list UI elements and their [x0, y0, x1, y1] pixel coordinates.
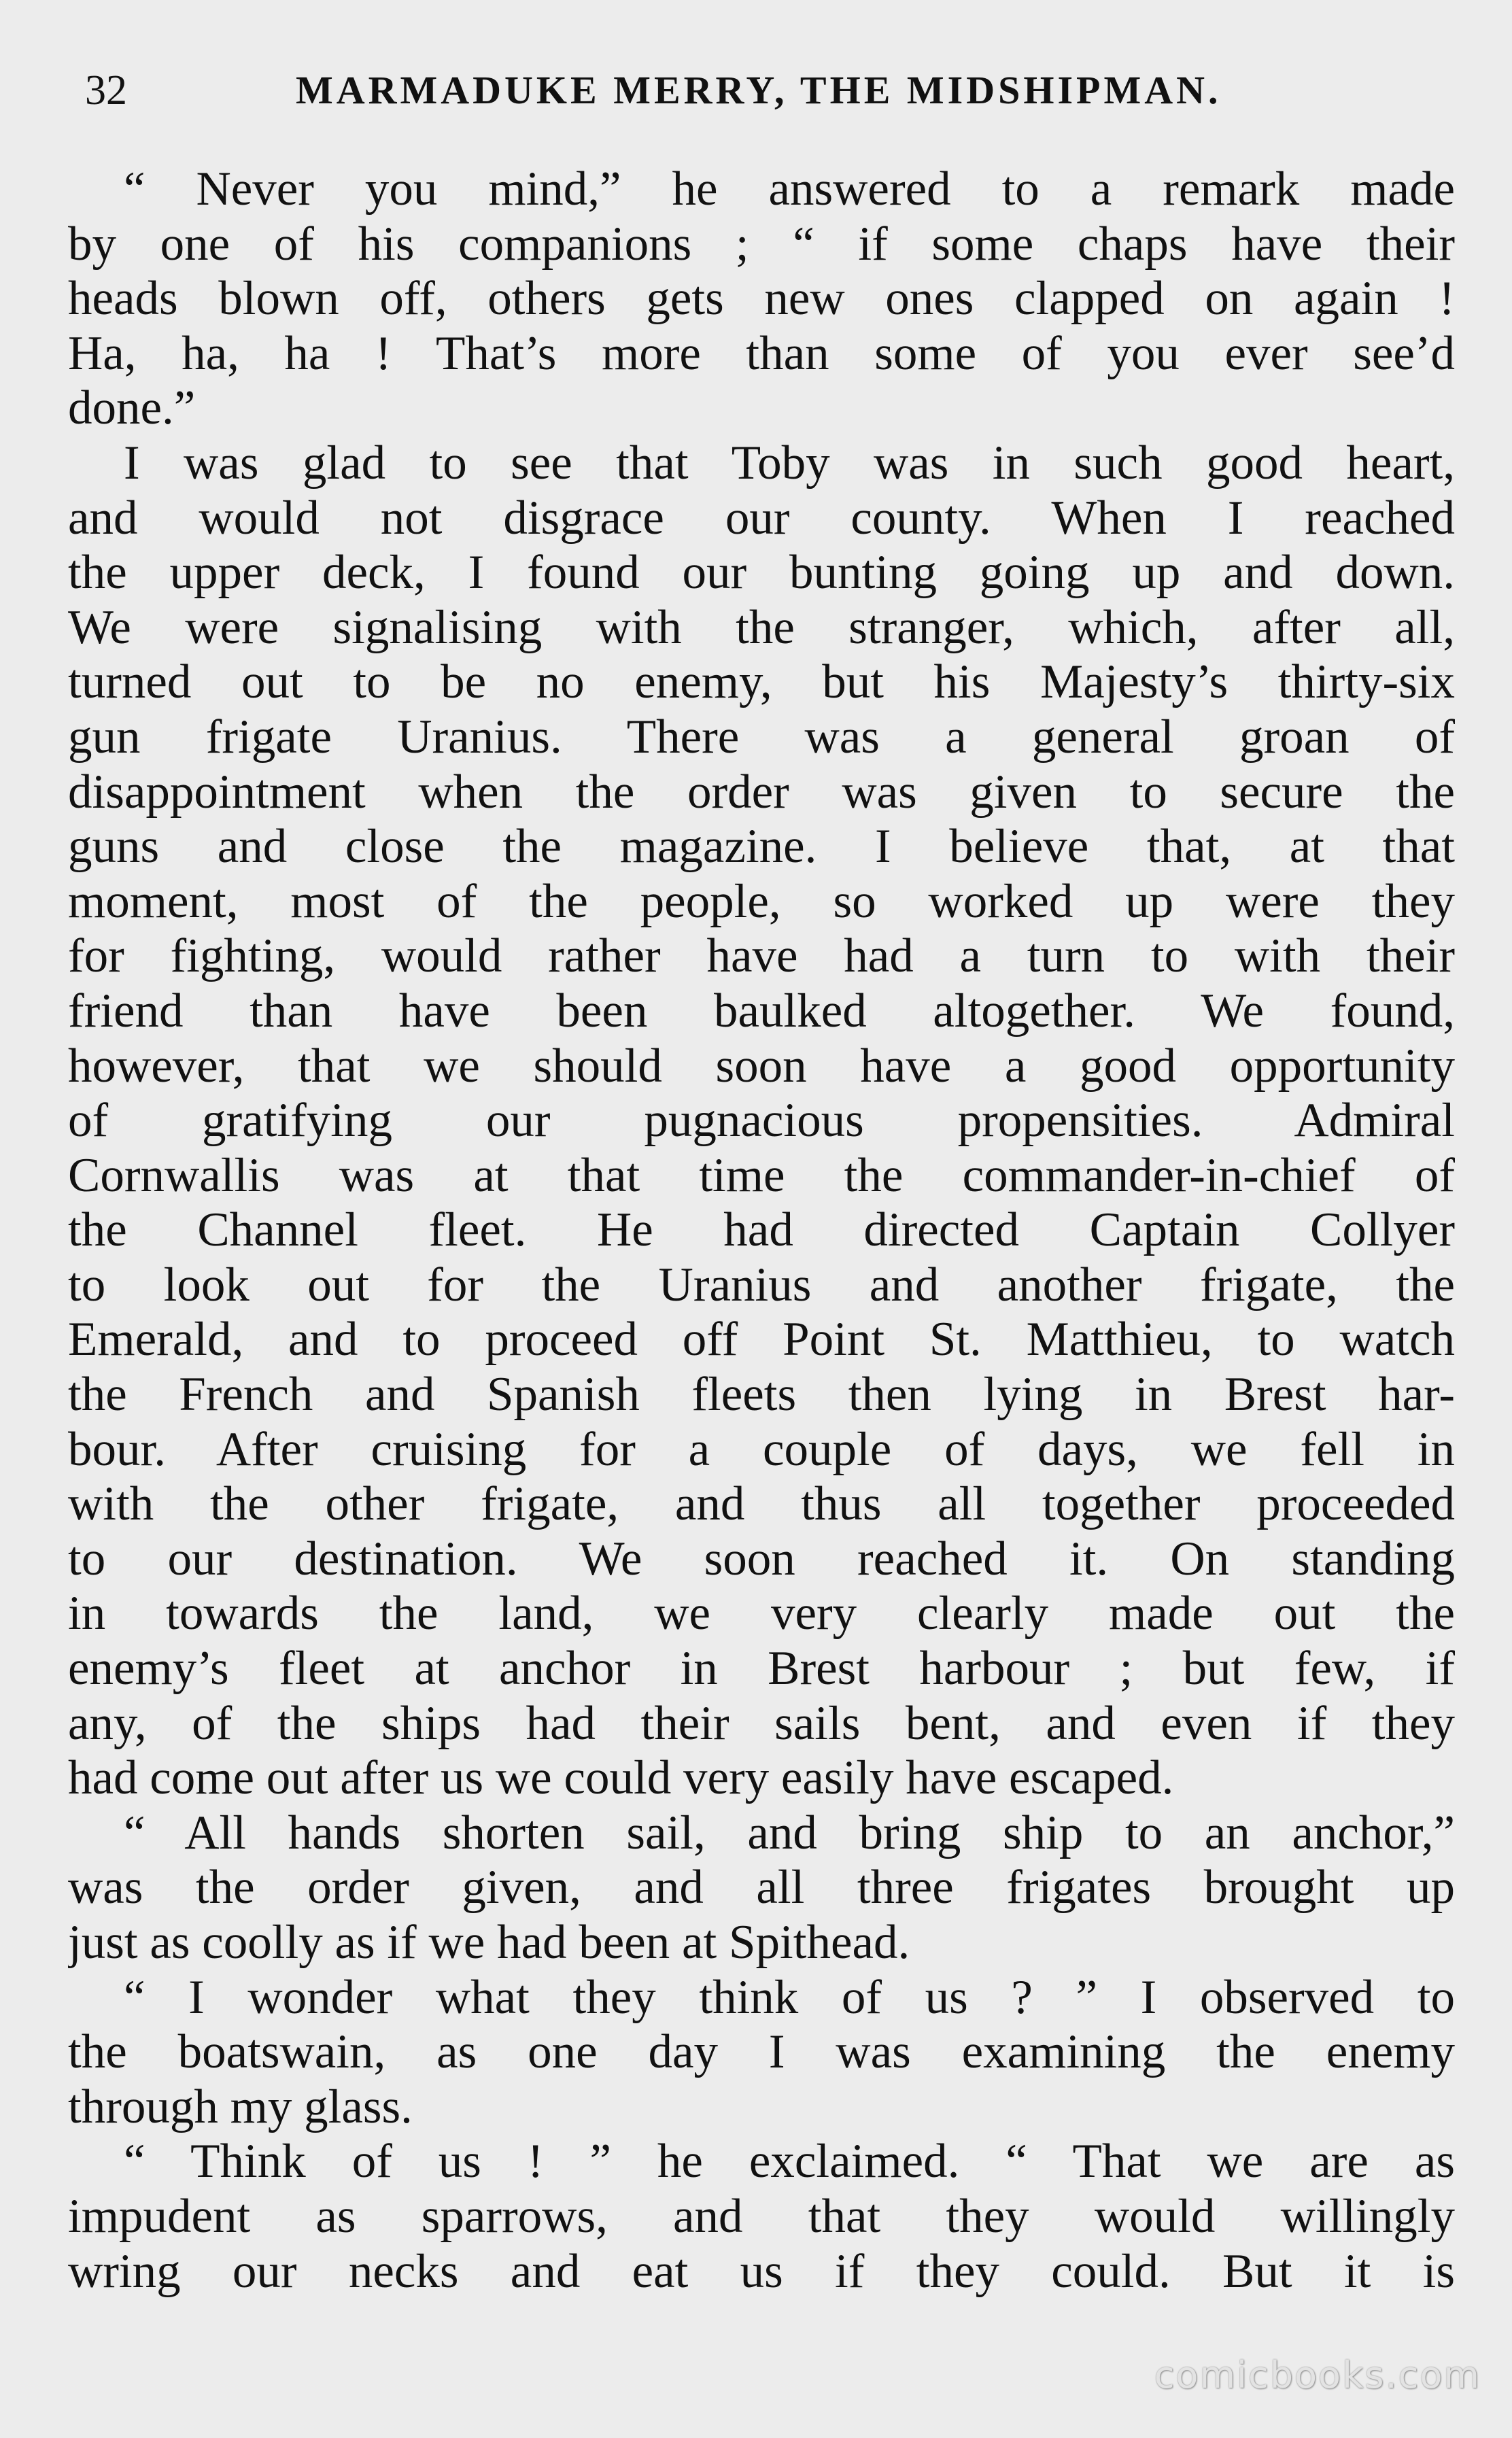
running-title: MARMADUKE MERRY, THE MIDSHIPMAN.: [296, 68, 1222, 112]
text-line: friend than have been baulked altogether. We found,: [68, 984, 1455, 1037]
text-line: and would not disgrace our county. When I reached: [68, 491, 1455, 545]
text-line: enemy’s fleet at anchor in Brest harbour ; but few, if: [68, 1642, 1455, 1696]
text-line: the Channel fleet. He had directed Captain Collyer: [68, 1203, 1455, 1257]
text-line: “ I wonder what they think of us ? ” I observed to: [124, 1970, 1455, 2024]
text-line: moment, most of the people, so worked up were they: [68, 874, 1455, 928]
text-line: to look out for the Uranius and another frigate, the: [68, 1258, 1455, 1311]
text-line: just as coolly as if we had been at Spithead.: [68, 1916, 910, 1969]
running-head: [85, 60, 1438, 121]
text-line: was the order given, and all three frigates brought up: [68, 1861, 1455, 1915]
page-number: 32: [85, 67, 127, 114]
text-line: We were signalising with the stranger, which, after all,: [68, 600, 1455, 654]
text-line: Cornwallis was at that time the commander-in-chief of: [68, 1148, 1455, 1202]
watermark: comicbooks.com: [1154, 2354, 1481, 2397]
text-line: in towards the land, we very clearly made out the: [68, 1587, 1455, 1641]
text-line: I was glad to see that Toby was in such good heart,: [124, 436, 1455, 490]
text-line: done.”: [68, 381, 196, 435]
text-line: with the other frigate, and thus all together proceeded: [68, 1477, 1455, 1531]
text-line: to our destination. We soon reached it. On standing: [68, 1532, 1455, 1585]
text-line: for fighting, would rather have had a turn to with their: [68, 929, 1455, 983]
text-line: had come out after us we could very easily have escaped.: [68, 1751, 1174, 1805]
text-line: the boatswain, as one day I was examining the enemy: [68, 2025, 1455, 2079]
text-line: guns and close the magazine. I believe that, at that: [68, 820, 1455, 874]
text-line: of gratifying our pugnacious propensities. Admiral: [68, 1094, 1455, 1148]
text-line: “ Think of us ! ” he exclaimed. “ That we are as: [124, 2135, 1455, 2188]
text-line: “ Never you mind,” he answered to a remark made: [124, 162, 1455, 216]
text-line: bour. After cruising for a couple of days, we fell in: [68, 1422, 1455, 1476]
text-line: Emerald, and to proceed off Point St. Matthieu, to watch: [68, 1313, 1455, 1367]
text-line: gun frigate Uranius. There was a general groan of: [68, 710, 1455, 763]
text-line: disappointment when the order was given to secure the: [68, 765, 1455, 819]
text-line: the upper deck, I found our bunting going up and down.: [68, 546, 1455, 600]
text-line: wring our necks and eat us if they could. But it is: [68, 2244, 1455, 2298]
text-line: heads blown off, others gets new ones clapped on again !: [68, 272, 1455, 326]
text-line: “ All hands shorten sail, and bring ship to an anchor,”: [124, 1806, 1455, 1859]
text-line: any, of the ships had their sails bent, and even if they: [68, 1696, 1455, 1750]
text-line: the French and Spanish fleets then lying in Brest har-: [68, 1368, 1455, 1422]
body-text: [68, 162, 1455, 2299]
text-line: however, that we should soon have a good opportunity: [68, 1039, 1455, 1093]
text-line: through my glass.: [68, 2080, 413, 2133]
text-line: impudent as sparrows, and that they would willingly: [68, 2189, 1455, 2243]
text-line: Ha, ha, ha ! That’s more than some of you ever see’d: [68, 326, 1455, 380]
text-line: turned out to be no enemy, but his Majesty’s thirty-six: [68, 655, 1455, 709]
text-line: by one of his companions ; “ if some chaps have their: [68, 217, 1455, 271]
